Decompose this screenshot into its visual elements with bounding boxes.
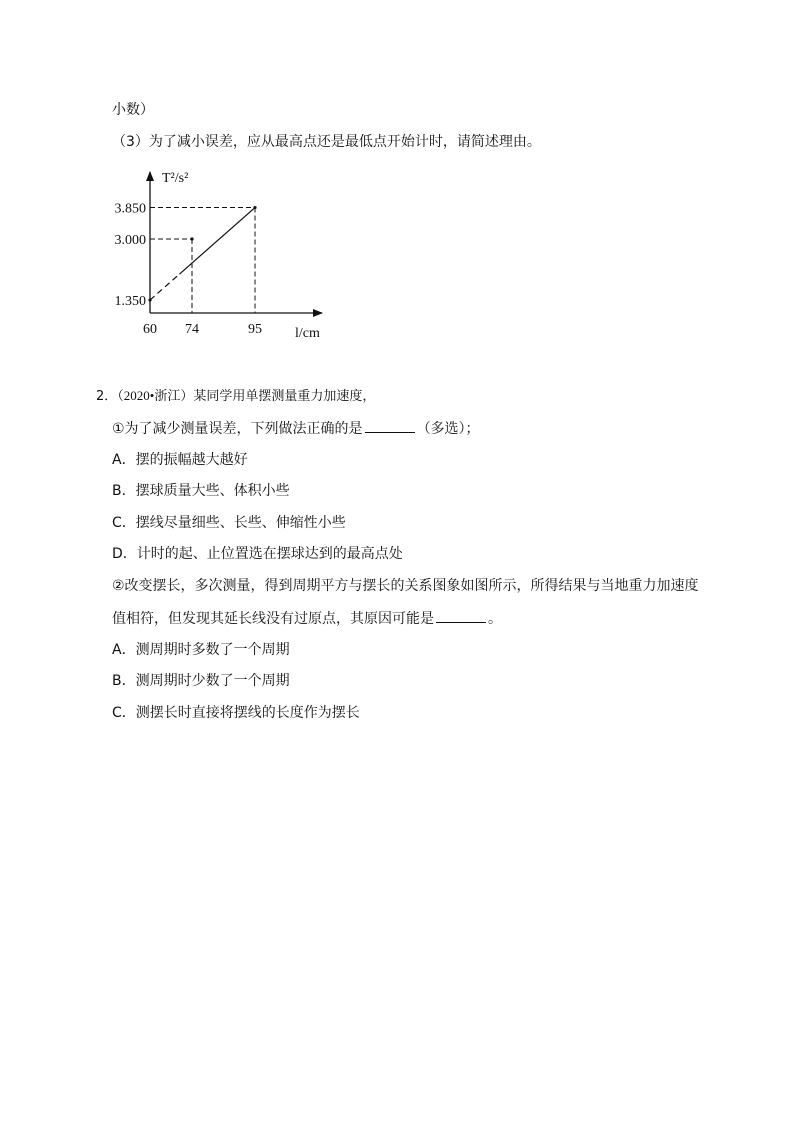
q1-continuation: 小数） <box>112 102 154 118</box>
x-tick-label-1: 74 <box>185 322 199 337</box>
q2-part1-text: ①为了减少测量误差，下列做法正确的是 <box>112 421 363 437</box>
q2-p1-option-c: C．摆线尽量细些、长些、伸缩性小些 <box>112 515 346 531</box>
data-line-dashed-segment <box>150 274 179 300</box>
y-tick-label-2: 3.850 <box>114 201 146 217</box>
y-tick-label-1: 3.000 <box>114 233 146 248</box>
answer-blank-2[interactable] <box>436 608 486 623</box>
q2-part2-line1: ②改变摆长，多次测量，得到周期平方与摆长的关系图象如图所示，所得结果与当地重力加速度 <box>112 578 699 594</box>
q2-p2-option-a: A．测周期时多数了一个周期 <box>112 642 290 658</box>
x-tick-label-2: 95 <box>248 322 262 337</box>
q2-p2-option-b: B．测周期时少数了一个周期 <box>112 673 290 689</box>
answer-blank-1[interactable] <box>365 418 415 433</box>
q2-p1-option-d: D．计时的起、止位置选在摆球达到的最高点处 <box>112 546 403 562</box>
q2-part2-text: 值相符，但发现其延长线没有过原点，其原因可能是 <box>112 611 434 627</box>
q2-p1-option-b: B．摆球质量大些、体积小些 <box>112 483 290 499</box>
q2-p2-option-c: C．测摆长时直接将摆线的长度作为摆长 <box>112 705 360 721</box>
x-tick-label-0: 60 <box>143 322 157 337</box>
q2-part1-suffix: （多选）； <box>416 421 480 437</box>
q2-part1-stem <box>112 418 480 439</box>
q2-part2-line2 <box>112 608 502 629</box>
q2-stem: 某同学用单摆测量重力加速度， <box>193 388 376 403</box>
q2-number: 2． <box>96 389 118 404</box>
t2-vs-l-graph <box>100 160 340 345</box>
q2-source: （2020•浙江） <box>117 388 194 403</box>
q2-part2-suffix: 。 <box>488 611 502 627</box>
data-point-0 <box>148 298 151 301</box>
q1-sub3: （3）为了减小误差，应从最高点还是最低点开始计时，请简述理由。 <box>112 134 541 150</box>
chart-marks <box>115 202 263 337</box>
y-axis-label: T²/s² <box>162 171 189 186</box>
y-tick-label-0: 1.350 <box>114 294 146 310</box>
data-point-1 <box>190 237 193 240</box>
data-line-solid-segment <box>179 208 255 275</box>
q2-header <box>96 386 375 407</box>
data-point-2 <box>253 206 256 209</box>
q2-p1-option-a: A．摆的振幅越大越好 <box>112 452 248 468</box>
x-axis-label: l/cm <box>295 326 320 341</box>
